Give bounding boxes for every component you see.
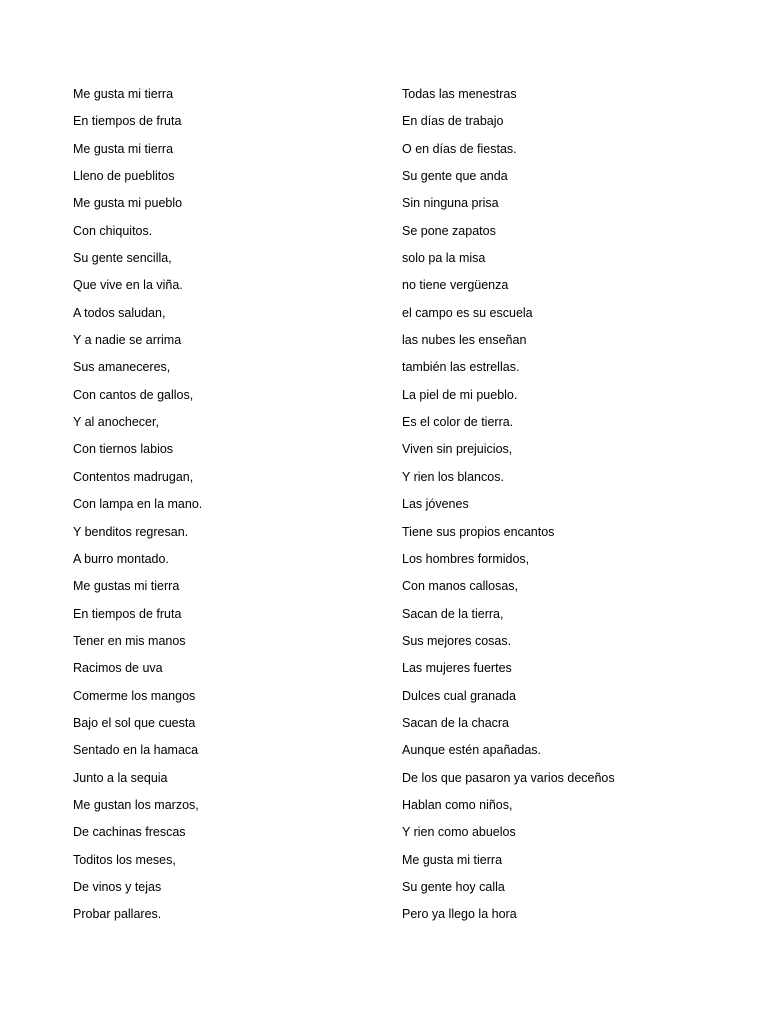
poem-line: En días de trabajo [402,114,504,129]
poem-line: Me gusta mi pueblo [73,196,183,211]
poem-line: Es el color de tierra. [402,415,514,430]
poem-line: Toditos los meses, [73,852,176,867]
poem-line: Y al anochecer, [73,415,159,430]
poem-line: Y a nadie se arrima [73,333,182,348]
poem-line: Pero ya llego la hora [402,907,517,922]
poem-line: Me gusta mi tierra [73,87,174,101]
poem-line: Y rien los blancos. [402,469,504,484]
poem-line: Sacan de la tierra, [402,606,504,621]
poem-line: Lleno de pueblitos [73,169,175,184]
poem-line: Aunque estén apañadas. [402,743,542,758]
poem-line: Su gente hoy calla [402,879,505,894]
poem-line: Sacan de la chacra [402,715,510,730]
poem-line: En tiempos de fruta [73,606,182,621]
poem-line: Las jóvenes [402,497,469,512]
poem-line: Todas las menestras [402,87,517,101]
poem-line: Junto a la sequia [73,770,168,785]
poem-line: De cachinas frescas [73,825,186,840]
poem-left-column [73,84,373,932]
poem-line: Sus mejores cosas. [402,633,512,648]
poem-line: Sentado en la hamaca [73,743,199,758]
poem-line: Comerme los mangos [73,688,196,703]
poem-line: Los hombres formidos, [402,551,530,566]
poem-line: Que vive en la viña. [73,278,183,293]
poem-line: Sus amaneceres, [73,360,171,375]
poem-line: también las estrellas. [402,360,520,375]
poem-line: Con tiernos labios [73,442,174,457]
poem-line: De los que pasaron ya varios deceños [402,770,615,785]
poem-line: O en días de fiestas. [402,141,517,156]
poem-line: Con cantos de gallos, [73,387,194,402]
poem-line: no tiene vergüenza [402,278,509,293]
poem-line: Se pone zapatos [402,223,496,238]
poem-line: Con manos callosas, [402,579,519,594]
poem-line: Hablan como niños, [402,797,513,812]
poem-line: A burro montado. [73,551,169,566]
poem-line: A todos saludan, [73,305,166,320]
poem-line: Me gusta mi tierra [402,852,503,867]
poem-line: Dulces cual granada [402,688,516,703]
poem-line: Me gustan los marzos, [73,797,199,812]
poem-line: Las mujeres fuertes [402,661,512,676]
poem-line: Probar pallares. [73,907,162,922]
poem-line: Su gente sencilla, [73,251,172,266]
poem-line: las nubes les enseñan [402,333,527,348]
poem-line: Su gente que anda [402,169,508,184]
poem-line: De vinos y tejas [73,879,162,894]
poem-line: La piel de mi pueblo. [402,387,518,402]
poem-line: Y rien como abuelos [402,825,516,840]
poem-line: Tiene sus propios encantos [402,524,555,539]
poem-line: En tiempos de fruta [73,114,182,129]
poem-line: Con lampa en la mano. [73,497,203,512]
poem-line: Bajo el sol que cuesta [73,715,196,730]
poem-line: Sin ninguna prisa [402,196,499,211]
poem-line: solo pa la misa [402,251,486,266]
poem-line: Racimos de uva [73,661,163,676]
poem-line: Y benditos regresan. [73,524,189,539]
poem-line: el campo es su escuela [402,305,533,320]
poem-line: Con chiquitos. [73,223,153,238]
poem-line: Contentos madrugan, [73,469,194,484]
poem-line: Tener en mis manos [73,633,186,648]
poem-line: Viven sin prejuicios, [402,442,513,457]
poem-line: Me gusta mi tierra [73,141,174,156]
poem-line: Me gustas mi tierra [73,579,180,594]
poem-right-column [402,84,742,932]
